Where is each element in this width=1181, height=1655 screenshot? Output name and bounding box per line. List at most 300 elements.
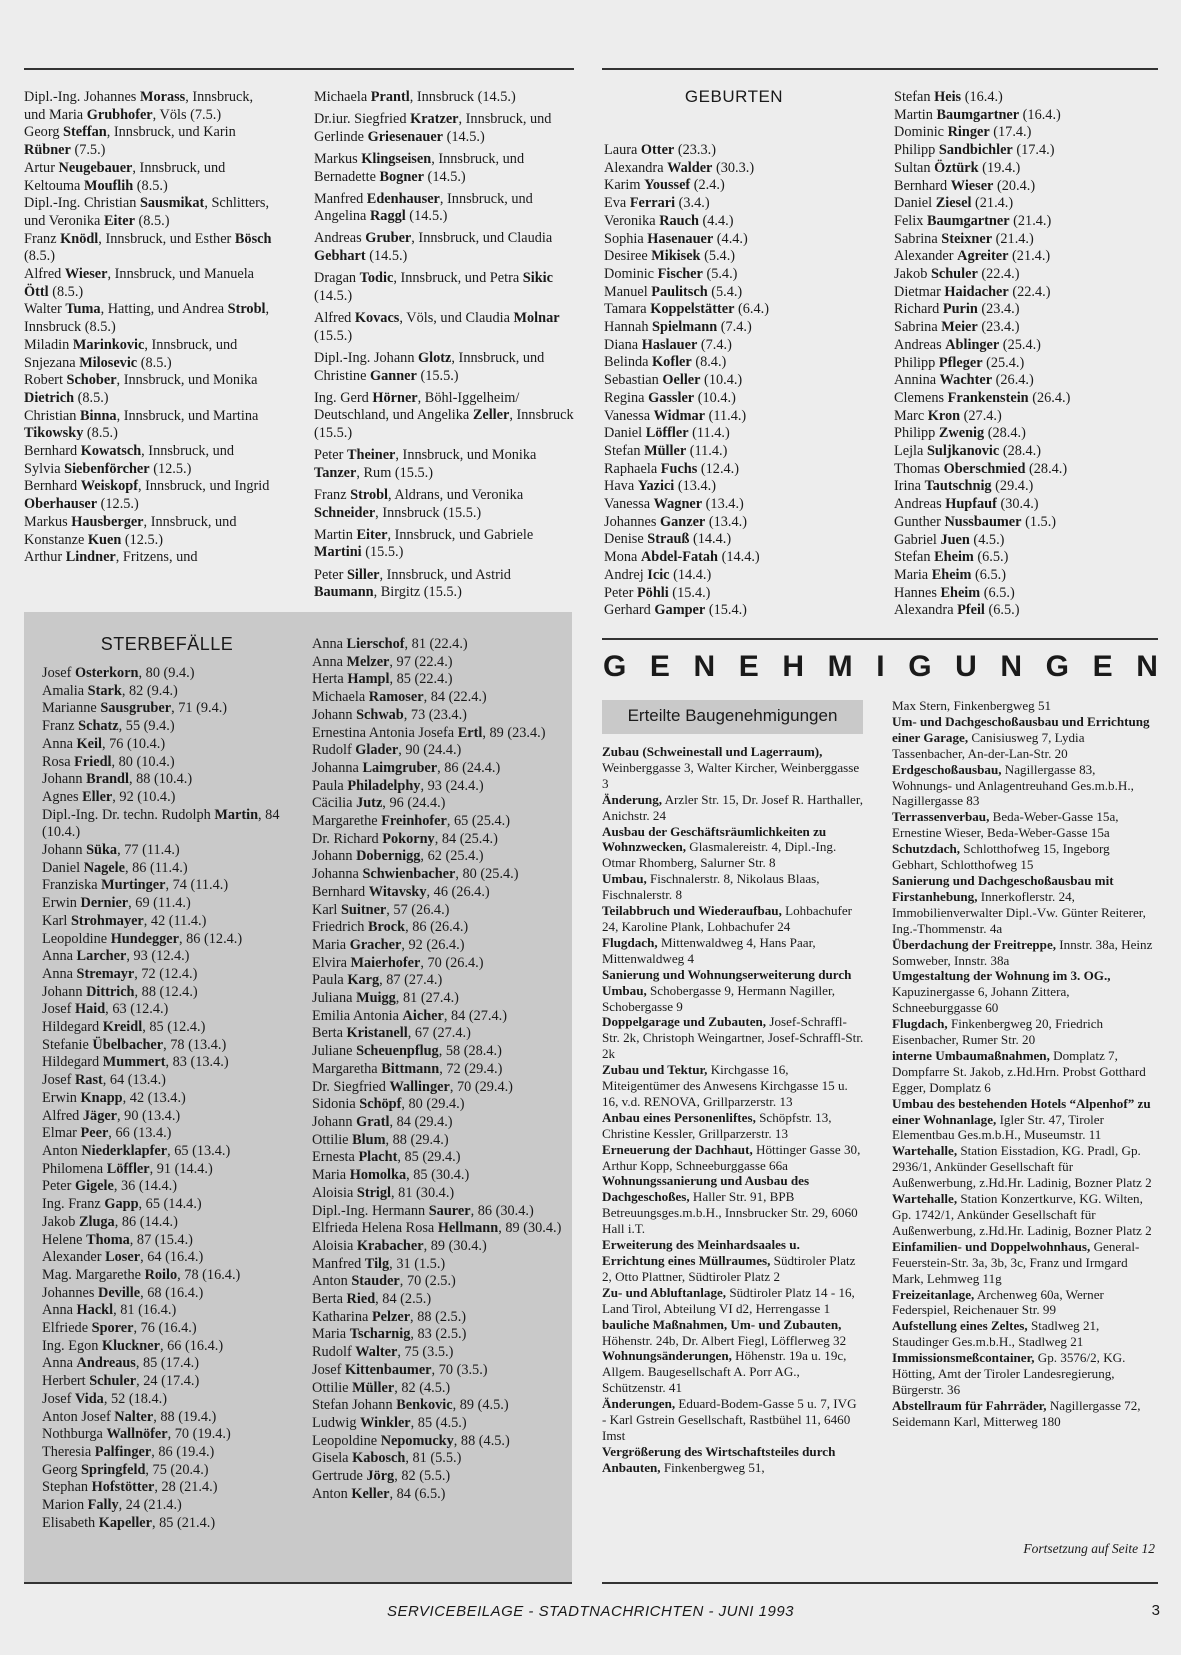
entry-text: , 88 (2.5.) bbox=[410, 1308, 467, 1325]
geburten-heading: GEBURTEN bbox=[684, 87, 784, 106]
entry-bold-text: Eheim bbox=[931, 566, 972, 583]
list-entry bbox=[604, 177, 864, 195]
entry-text: , 71 (9.4.) bbox=[171, 700, 228, 717]
entry-text: (30.4.) bbox=[996, 496, 1039, 513]
entry-text: , 86 (12.4.) bbox=[179, 930, 243, 947]
list-entry bbox=[312, 654, 567, 672]
entry-text: Johannes bbox=[604, 513, 660, 530]
entry-bold-text: Theiner bbox=[346, 447, 396, 464]
list-entry bbox=[42, 1001, 307, 1019]
bottom-rule-right bbox=[602, 1582, 1158, 1584]
list-entry bbox=[42, 665, 307, 683]
entry-text: , 70 (29.4.) bbox=[449, 1078, 513, 1095]
permit-entry bbox=[892, 714, 1157, 762]
list-entry bbox=[604, 408, 864, 426]
entry-text: , 85 (4.5.) bbox=[410, 1414, 467, 1431]
list-entry bbox=[604, 567, 864, 585]
entry-text: Hildegard bbox=[42, 1054, 103, 1071]
entry-text: Station Konzertkurve, KG. Wilten, Gp. 1742/1, Ankünder Gesellschaft für Außenwerbung, z.Hd.Hr. Ladinig, Bozner Platz 2 bbox=[892, 1191, 1152, 1238]
list-entry bbox=[42, 1161, 307, 1179]
entry-bold-text: Martini bbox=[314, 544, 362, 561]
entry-text: Ottilie bbox=[312, 1131, 353, 1148]
permit-entry bbox=[892, 1398, 1157, 1430]
entry-text: (21.4.) bbox=[992, 230, 1034, 247]
entry-bold-text: Zluga bbox=[78, 1213, 115, 1230]
entry-bold-text: Anbau eines Personenliftes, bbox=[602, 1109, 756, 1125]
entry-bold-text: Wieser bbox=[950, 177, 994, 194]
page-footer: SERVICEBEILAGE - STADTNACHRICHTEN - JUNI 1993 bbox=[386, 1603, 795, 1620]
entry-text: , 78 (16.4.) bbox=[177, 1266, 241, 1283]
entry-bold-text: Zwenig bbox=[938, 425, 985, 442]
list-entry bbox=[312, 1238, 567, 1256]
entry-text: , Innsbruck, und Astrid bbox=[379, 566, 511, 583]
entry-text: Gisela bbox=[312, 1450, 353, 1467]
permit-entry bbox=[602, 1142, 864, 1174]
entry-text: Franziska bbox=[42, 877, 102, 894]
entry-text: Johann bbox=[312, 848, 357, 865]
entry-bold-text: Um- und Dachgeschoßausbau und Errichtung einer Garage, bbox=[892, 713, 1150, 745]
entry-text: Mona bbox=[604, 549, 641, 566]
entry-text: (6.5.) bbox=[971, 566, 1006, 583]
entry-bold-text: Krabacher bbox=[356, 1237, 424, 1254]
entry-text: (14.4.) bbox=[718, 549, 760, 566]
entry-text: (8.5.) bbox=[74, 389, 109, 406]
list-entry bbox=[894, 213, 1154, 231]
entry-text: , 84 (22.4.) bbox=[423, 689, 487, 706]
entry-bold-text: Kron bbox=[927, 407, 961, 424]
entry-bold-text: Ertl bbox=[457, 724, 483, 741]
list-entry bbox=[312, 866, 567, 884]
entry-bold-text: Schober bbox=[66, 372, 117, 389]
entry-text: Anna bbox=[42, 735, 77, 752]
entry-bold-text: Schneider bbox=[314, 504, 376, 521]
entry-text: Gunther bbox=[894, 513, 945, 530]
entry-bold-text: Schuler bbox=[930, 266, 978, 283]
entry-bold-text: Brandl bbox=[86, 771, 129, 788]
permit-entry bbox=[602, 1014, 864, 1062]
entry-bold-text: Kofler bbox=[652, 354, 692, 371]
entry-bold-text: Strobl bbox=[350, 486, 389, 503]
entry-text: Höhenstr. 24b, Dr. Albert Fiegl, Löfflerweg 32 bbox=[602, 1332, 847, 1348]
entry-text: , 66 (13.4.) bbox=[108, 1125, 172, 1142]
entry-text: , 86 (11.4.) bbox=[124, 859, 188, 876]
entry-text: Juliana bbox=[312, 990, 357, 1007]
entry-bold-text: Suitner bbox=[340, 901, 387, 918]
entry-text: , 80 (10.4.) bbox=[111, 753, 175, 770]
entry-text: Arthur bbox=[24, 549, 66, 566]
entry-bold-text: Haid bbox=[74, 1001, 106, 1018]
entry-text: Philomena bbox=[42, 1160, 107, 1177]
entry-text: , Völs, und Claudia bbox=[399, 310, 514, 327]
entry-bold-text: Andreaus bbox=[76, 1355, 136, 1372]
entry-text: (5.4.) bbox=[707, 283, 743, 300]
entry-text: (7.4.) bbox=[717, 319, 752, 336]
permit-entry bbox=[892, 1287, 1157, 1319]
list-entry bbox=[312, 1362, 567, 1380]
entry-text: Margaretha bbox=[312, 1060, 382, 1077]
entry-text: (14.5.) bbox=[405, 208, 448, 225]
permit-entry bbox=[892, 1239, 1157, 1287]
entry-text: , 42 (13.4.) bbox=[122, 1089, 186, 1106]
bottom-rule-left bbox=[24, 1582, 572, 1584]
list-entry bbox=[312, 1220, 567, 1238]
entry-bold-text: Otter bbox=[640, 142, 675, 158]
entry-text: (25.4.) bbox=[982, 354, 1025, 371]
entry-text: (4.5.) bbox=[969, 531, 1005, 548]
permit-entry bbox=[602, 1348, 864, 1396]
entry-text: Südtiroler Platz 2, Otto Plattner, Südtiroler Platz 2 bbox=[602, 1253, 856, 1284]
list-entry bbox=[314, 191, 574, 226]
entry-text: , Rum (15.5.) bbox=[356, 464, 434, 481]
continuation-note: Fortsetzung auf Seite 12 bbox=[1023, 1541, 1155, 1556]
list-entry bbox=[312, 1185, 567, 1203]
entry-bold-text: Larcher bbox=[76, 948, 127, 965]
list-entry bbox=[312, 1397, 567, 1415]
entry-text: Alfred bbox=[42, 1107, 83, 1124]
entry-bold-text: Müller bbox=[644, 442, 687, 459]
entry-text: Arzler Str. 15, Dr. Josef R. Harthaller, Anichstr. 24 bbox=[602, 791, 863, 823]
entry-text: , 89 (23.4.) bbox=[482, 724, 546, 741]
entry-text: (4.4.) bbox=[713, 230, 748, 247]
entry-bold-text: Homolka bbox=[349, 1167, 407, 1184]
entry-text: Lejla bbox=[894, 443, 927, 460]
list-entry bbox=[42, 1285, 307, 1303]
entry-text: Felix bbox=[894, 212, 927, 229]
list-entry bbox=[894, 567, 1154, 585]
entry-bold-text: Änderung, bbox=[602, 791, 663, 807]
entry-bold-text: Maierhofer bbox=[350, 954, 421, 971]
entry-bold-text: Steixner bbox=[941, 230, 993, 247]
entry-text: (17.4.) bbox=[989, 124, 1032, 141]
entry-text: , 70 (3.5.) bbox=[431, 1361, 488, 1378]
entry-bold-text: Zubau und Tektur, bbox=[602, 1062, 708, 1078]
entry-text: , 87 (27.4.) bbox=[379, 972, 443, 989]
entry-bold-text: Oberschmied bbox=[943, 460, 1026, 477]
entry-text: , Innsbruck, und Sylvia bbox=[24, 443, 235, 477]
entry-text: Emilia Antonia bbox=[312, 1007, 403, 1024]
entry-text: (3.4.) bbox=[675, 195, 710, 212]
list-entry bbox=[314, 111, 574, 146]
list-entry bbox=[312, 689, 567, 707]
entry-text: Mag. Margarethe bbox=[42, 1266, 145, 1283]
entry-text: Georg bbox=[24, 124, 64, 141]
permit-entry bbox=[602, 935, 864, 967]
entry-text: , 81 (22.4.) bbox=[404, 636, 468, 652]
entry-text: Sebastian bbox=[604, 372, 663, 389]
entry-text: Südtiroler Platz 14 - 16, Land Tirol, Abteilung VI d2, Herrengasse 1 bbox=[602, 1284, 855, 1316]
entry-text: , 84 (29.4.) bbox=[389, 1113, 453, 1130]
entry-bold-text: Doppelgarage und Zubauten, bbox=[602, 1014, 767, 1030]
entry-text: , 86 (26.4.) bbox=[405, 919, 469, 936]
list-entry bbox=[604, 195, 864, 213]
entry-text: (8.5.) bbox=[48, 283, 84, 300]
list-entry bbox=[312, 813, 567, 831]
entry-bold-text: Pöhli bbox=[636, 584, 669, 601]
entry-text: Friedrich bbox=[312, 919, 368, 936]
entry-bold-text: Gamper bbox=[654, 602, 706, 619]
entry-bold-text: Gebhart bbox=[314, 248, 366, 265]
entry-bold-text: Wartehalle, bbox=[892, 1143, 958, 1159]
entry-text: Bernhard bbox=[24, 478, 81, 495]
entry-text: Anton Josef bbox=[42, 1408, 115, 1425]
entry-text: Mittenwaldweg 4, Hans Paar, Mittenwaldweg 4 bbox=[602, 934, 816, 966]
permit-entry bbox=[602, 1110, 864, 1142]
list-entry bbox=[312, 671, 567, 689]
list-entry bbox=[604, 478, 864, 496]
entry-bold-text: Walder bbox=[667, 159, 713, 176]
list-entry bbox=[312, 1079, 567, 1097]
entry-text: Denise bbox=[604, 531, 648, 548]
entry-text: , 83 (13.4.) bbox=[165, 1054, 229, 1071]
entry-text: (21.4.) bbox=[971, 195, 1014, 212]
entry-text: Jakob bbox=[894, 266, 931, 283]
entry-text: , 74 (11.4.) bbox=[165, 877, 229, 894]
entry-text: , Innsbruck, und Monika bbox=[116, 372, 258, 389]
entry-text: Ernesta bbox=[312, 1149, 359, 1166]
mid-rule-right bbox=[602, 638, 1158, 640]
list-entry bbox=[312, 1061, 567, 1079]
entry-bold-text: Erdgeschoßausbau, bbox=[892, 761, 1002, 777]
list-entry bbox=[312, 1132, 567, 1150]
entry-text: (10.4.) bbox=[700, 372, 743, 389]
entry-text: , 86 (19.4.) bbox=[151, 1443, 215, 1460]
entry-text: (14.4.) bbox=[689, 531, 732, 548]
list-entry bbox=[312, 1450, 567, 1468]
entry-text: , Völs (7.5.) bbox=[152, 106, 222, 123]
entry-bold-text: Pfeil bbox=[957, 602, 985, 619]
entry-bold-text: Hupfauf bbox=[945, 496, 997, 513]
entry-bold-text: Übelbacher bbox=[92, 1036, 164, 1053]
entry-text: , 83 (2.5.) bbox=[410, 1326, 467, 1343]
entry-text: Ing. Egon bbox=[42, 1337, 102, 1354]
entry-bold-text: Ferrari bbox=[629, 195, 676, 212]
entry-bold-text: Tuma bbox=[65, 301, 101, 318]
entry-text: , 84 (27.4.) bbox=[443, 1007, 507, 1024]
entry-text: (30.3.) bbox=[712, 159, 755, 176]
list-entry bbox=[312, 1380, 567, 1398]
entry-bold-text: Sandbichler bbox=[938, 142, 1013, 159]
entry-text: Josef-Schraffl-Str. 2k, Christoph Weingartner, Josef-Schraffl-Str. 2k bbox=[602, 1014, 864, 1062]
entry-bold-text: Steffan bbox=[63, 124, 107, 141]
entry-text: (22.4.) bbox=[1008, 283, 1051, 300]
entry-text: , Innsbruck, und Manuela bbox=[107, 266, 255, 283]
entry-text: Laura bbox=[604, 142, 641, 158]
entry-text: (26.4.) bbox=[992, 372, 1034, 389]
list-entry bbox=[312, 955, 567, 973]
entry-bold-text: Raggl bbox=[369, 208, 406, 225]
entry-bold-text: Siller bbox=[346, 566, 380, 583]
entry-bold-text: Rast bbox=[74, 1072, 103, 1089]
entry-text: Canisiusweg 7, Lydia Tassenbacher, An-der-Lan-Str. 20 bbox=[892, 729, 1085, 761]
entry-bold-text: Saurer bbox=[428, 1202, 471, 1219]
entry-text: Theresia bbox=[42, 1443, 95, 1460]
list-entry bbox=[894, 231, 1154, 249]
baugenehmigungen-subheading: Erteilte Baugenehmigungen bbox=[627, 706, 838, 725]
entry-text: , 81 (16.4.) bbox=[113, 1302, 177, 1319]
entry-bold-text: Roilo bbox=[144, 1266, 178, 1283]
entry-text: , Schlitters, und Veronika bbox=[24, 195, 270, 229]
entry-text: (29.4.) bbox=[991, 478, 1034, 495]
entry-bold-text: Tilg bbox=[364, 1255, 390, 1272]
list-entry bbox=[604, 248, 864, 266]
entry-bold-text: Umbau, bbox=[602, 871, 647, 887]
entry-text: , 85 (12.4.) bbox=[142, 1019, 206, 1036]
entry-text: Weinberggasse 3, Walter Kircher, Weinberggasse 3 bbox=[602, 759, 860, 791]
entry-text: Markus bbox=[314, 150, 362, 167]
entry-bold-text: Springfeld bbox=[81, 1461, 146, 1478]
list-entry bbox=[312, 778, 567, 796]
entry-text: (15.4.) bbox=[705, 602, 747, 619]
entry-bold-text: Einfamilien- und Doppelwohnhaus, bbox=[892, 1238, 1091, 1254]
entry-text: , 63 (12.4.) bbox=[105, 1001, 169, 1018]
list-entry bbox=[894, 372, 1154, 390]
entry-text: Aloisia bbox=[312, 1237, 357, 1254]
entry-text: , Birgitz (15.5.) bbox=[373, 584, 462, 601]
entry-text: (12.4.) bbox=[697, 460, 740, 477]
entry-text: Christian bbox=[24, 407, 80, 424]
entry-bold-text: Terrassenverbau, bbox=[892, 809, 990, 825]
list-entry bbox=[312, 937, 567, 955]
entry-text: Anna bbox=[312, 653, 347, 670]
entry-text: , Innsbruck (14.5.) bbox=[409, 89, 516, 105]
entry-bold-text: Schutzdach, bbox=[892, 841, 961, 857]
entry-bold-text: Martin bbox=[214, 806, 259, 823]
entry-text: Irina bbox=[894, 478, 925, 495]
entry-text: Nothburga bbox=[42, 1426, 107, 1443]
list-entry bbox=[604, 602, 864, 620]
entry-text: Agnes bbox=[42, 788, 83, 805]
entry-bold-text: Hasenauer bbox=[647, 230, 714, 247]
entry-text: Sultan bbox=[894, 159, 935, 176]
list-entry bbox=[42, 877, 307, 895]
entry-bold-text: Kreidl bbox=[102, 1019, 143, 1036]
entry-bold-text: Kowatsch bbox=[80, 443, 142, 460]
list-entry bbox=[312, 636, 567, 654]
entry-bold-text: Teilabbruch und Wiederaufbau, bbox=[602, 903, 782, 919]
entry-text: , 57 (26.4.) bbox=[386, 901, 450, 918]
entry-text: , Innsbruck, und Monika bbox=[395, 447, 537, 464]
entry-text: Bernhard bbox=[894, 177, 951, 194]
entry-bold-text: Suljkanovic bbox=[926, 443, 1000, 460]
entry-text: Vanessa bbox=[604, 496, 654, 513]
list-entry bbox=[42, 1019, 307, 1037]
list-entry bbox=[894, 195, 1154, 213]
entry-text: Ing. Franz bbox=[42, 1196, 105, 1213]
permit-entry bbox=[892, 1143, 1157, 1191]
entry-bold-text: Erweiterung des Meinhardsaales u. Errichtung eines Müllraumes, bbox=[602, 1237, 800, 1268]
entry-bold-text: Änderungen, bbox=[602, 1396, 676, 1412]
entry-text: Philipp bbox=[894, 142, 939, 159]
list-entry bbox=[312, 831, 567, 849]
entry-bold-text: Knapp bbox=[80, 1089, 123, 1106]
entry-bold-text: Kristanell bbox=[346, 1025, 408, 1042]
entry-text: , 86 (14.4.) bbox=[114, 1213, 178, 1230]
entry-text: , Innsbruck, und Keltouma bbox=[24, 159, 226, 194]
list-entry bbox=[42, 1479, 307, 1497]
entry-bold-text: Meier bbox=[941, 319, 978, 336]
entry-text: Stefan bbox=[894, 89, 935, 105]
entry-bold-text: Strobl bbox=[227, 301, 266, 318]
entry-bold-text: Hausberger bbox=[71, 513, 144, 530]
entry-text: , Innsbruck (15.5.) bbox=[375, 504, 482, 521]
entry-bold-text: Agreiter bbox=[957, 248, 1009, 265]
list-entry bbox=[894, 284, 1154, 302]
entry-text: , Innsbruck, und Esther bbox=[98, 230, 235, 247]
entry-bold-text: Kittenbaumer bbox=[344, 1361, 432, 1378]
entry-text: , 72 (12.4.) bbox=[134, 965, 198, 982]
entry-bold-text: Tscharnig bbox=[349, 1326, 411, 1343]
entry-text: , Innsbruck, und Maria bbox=[24, 89, 254, 123]
entry-bold-text: Tautschnig bbox=[924, 478, 992, 495]
entry-text: (6.4.) bbox=[734, 301, 769, 318]
list-entry bbox=[24, 124, 274, 159]
entry-text: Jakob bbox=[42, 1213, 79, 1230]
entry-bold-text: Öztürk bbox=[934, 159, 979, 176]
list-entry bbox=[894, 496, 1154, 514]
permit-entry bbox=[892, 762, 1157, 810]
entry-text: Manfred bbox=[314, 190, 367, 207]
entry-text: Stadlweg 21, Staudinger Ges.m.b.H., Stadlweg 21 bbox=[892, 1318, 1100, 1350]
entry-text: , 70 (26.4.) bbox=[420, 954, 484, 971]
entry-text: (14.5.) bbox=[423, 168, 466, 185]
entry-bold-text: Scheuenpflug bbox=[356, 1043, 439, 1060]
list-entry bbox=[42, 1462, 307, 1480]
entry-bold-text: Melzer bbox=[346, 653, 390, 670]
entry-text: Johannes bbox=[42, 1284, 98, 1301]
list-entry bbox=[604, 142, 864, 160]
entry-bold-text: Niederklapfer bbox=[81, 1142, 168, 1159]
list-entry bbox=[24, 337, 274, 372]
permit-entry bbox=[602, 967, 864, 1015]
entry-text: (17.4.) bbox=[1012, 142, 1055, 159]
entry-text: , 80 (25.4.) bbox=[455, 866, 519, 883]
entry-text: Peter bbox=[604, 584, 637, 601]
entry-text: Margarethe bbox=[312, 813, 382, 830]
entry-text: (13.4.) bbox=[705, 513, 747, 530]
list-entry bbox=[42, 913, 307, 931]
entry-bold-text: Löffler bbox=[106, 1160, 150, 1177]
entry-bold-text: Laimgruber bbox=[362, 759, 438, 776]
list-entry bbox=[604, 443, 864, 461]
entry-text: (21.4.) bbox=[1008, 248, 1051, 265]
list-entry bbox=[312, 902, 567, 920]
entry-text: , 96 (24.4.) bbox=[382, 795, 446, 812]
list-entry bbox=[312, 1167, 567, 1185]
list-entry bbox=[42, 789, 307, 807]
list-entry bbox=[312, 990, 567, 1008]
list-entry bbox=[604, 213, 864, 231]
entry-text: , 75 (20.4.) bbox=[145, 1461, 209, 1478]
list-entry bbox=[42, 1515, 307, 1533]
entry-text: Eduard-Bodem-Gasse 5 u. 7, IVG - Karl Gstrein Gesellschaft, Rastbühel 11, 6460 Imst bbox=[602, 1396, 857, 1443]
list-entry bbox=[42, 984, 307, 1002]
entry-text: , 93 (12.4.) bbox=[126, 948, 190, 965]
list-entry bbox=[894, 337, 1154, 355]
entry-text: Marion bbox=[42, 1497, 88, 1514]
entry-text: Eva bbox=[604, 195, 630, 212]
entry-text: , Innsbruck (15.5.) bbox=[314, 407, 574, 442]
permit-entry bbox=[602, 871, 864, 903]
entry-text: Marianne bbox=[42, 700, 101, 717]
entry-text: , 65 (13.4.) bbox=[167, 1142, 231, 1159]
entry-bold-text: Peer bbox=[80, 1125, 109, 1142]
entry-text: Kapuzinergasse 6, Johann Zittera, Schneeburggasse 60 bbox=[892, 984, 1070, 1016]
entry-text: Anna bbox=[42, 965, 77, 982]
list-entry bbox=[894, 549, 1154, 567]
entry-text: Daniel bbox=[894, 195, 936, 212]
entry-text: Johann bbox=[42, 842, 87, 859]
entry-text: (26.4.) bbox=[1028, 389, 1071, 406]
